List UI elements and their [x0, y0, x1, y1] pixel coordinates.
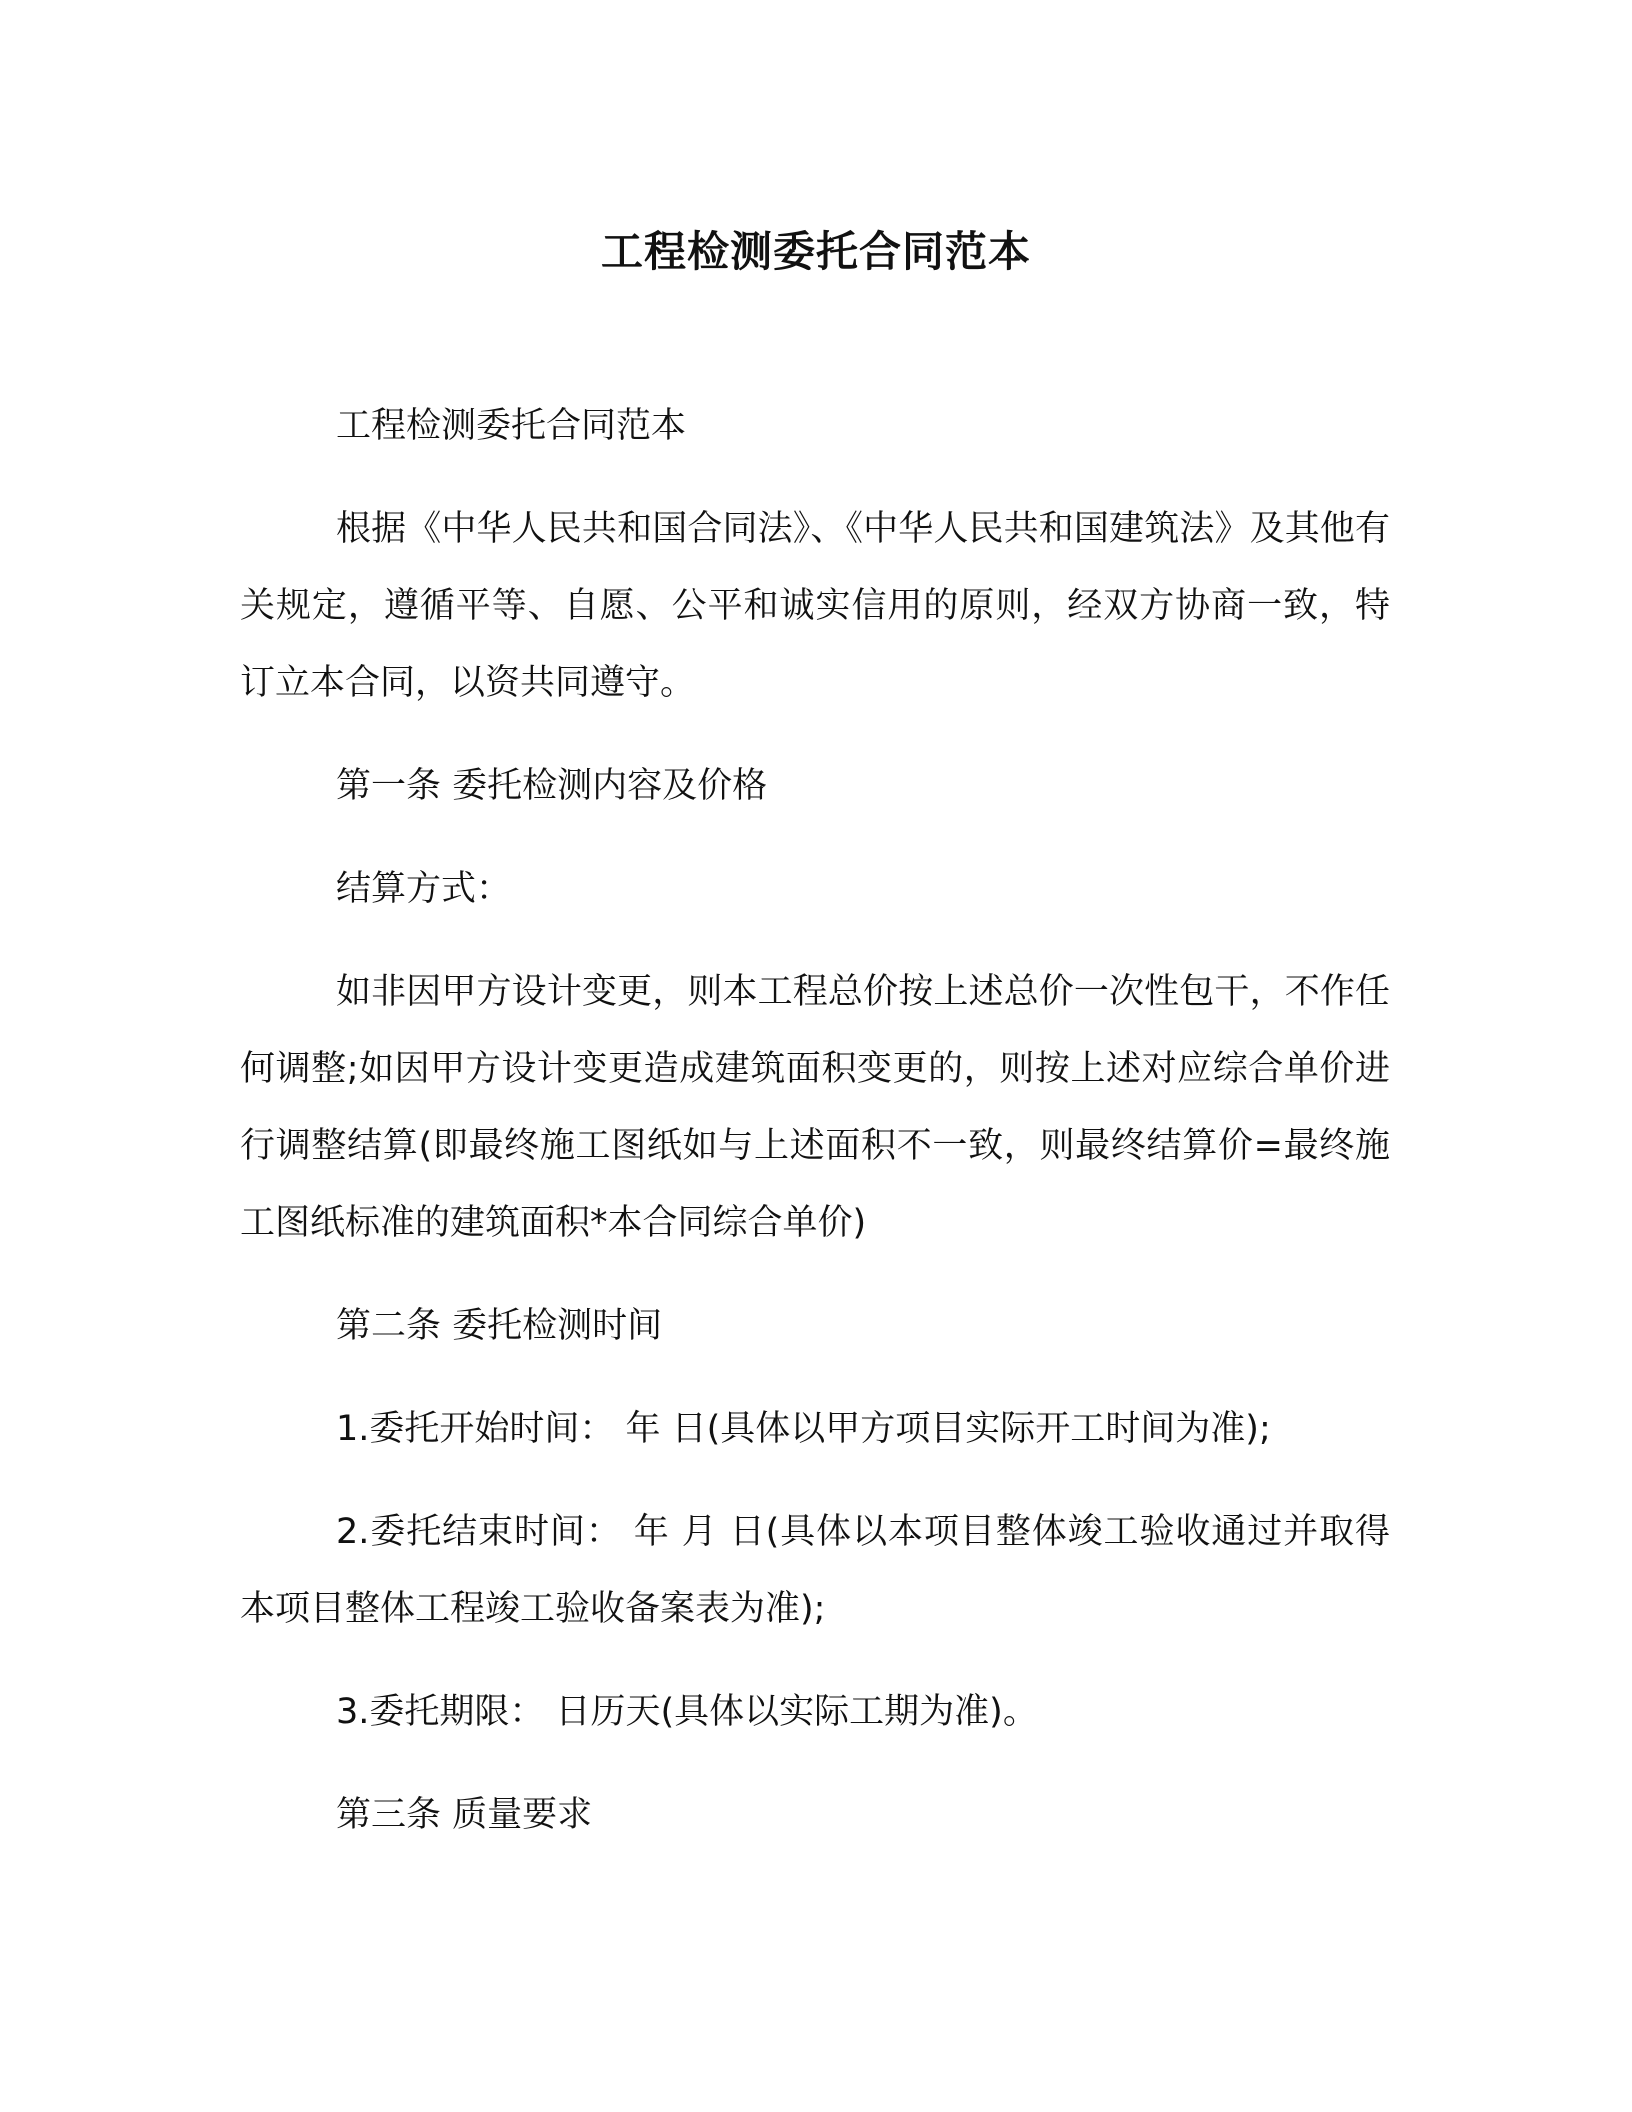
preamble-paragraph: 根据《中华人民共和国合同法》、《中华人民共和国建筑法》及其他有关规定，遵循平等、自愿、公平和诚实信用的原则，经双方协商一致，特订立本合同，以资共同遵守。 [240, 509, 1390, 703]
term-item: 3.委托期限： 日历天(具体以实际工期为准)。 [336, 1692, 1038, 1732]
settlement-method-label: 结算方式： [336, 869, 512, 909]
end-time-item: 2.委托结束时间： 年 月 日(具体以本项目整体竣工验收通过并取得本项目整体工程竣工验收备案表为准); [240, 1512, 1390, 1629]
subtitle-paragraph: 工程检测委托合同范本 [336, 406, 687, 446]
article-2-heading: 第二条 委托检测时间 [336, 1306, 663, 1346]
settlement-method-paragraph: 如非因甲方设计变更，则本工程总价按上述总价一次性包干，不作任何调整;如因甲方设计变更造成建筑面积变更的，则按上述对应综合单价进行调整结算(即最终施工图纸如与上述面积不一致，则最终结算价=最终施工图纸标准的建筑面积*本合同综合单价) [240, 972, 1390, 1243]
article-3-heading: 第三条 质量要求 [336, 1795, 593, 1835]
document-body [240, 388, 1390, 1880]
start-time-item: 1.委托开始时间： 年 日(具体以甲方项目实际开工时间为准); [336, 1409, 1271, 1449]
article-1-heading: 第一条 委托检测内容及价格 [336, 766, 768, 806]
document-title: 工程检测委托合同范本 [600, 227, 1031, 276]
